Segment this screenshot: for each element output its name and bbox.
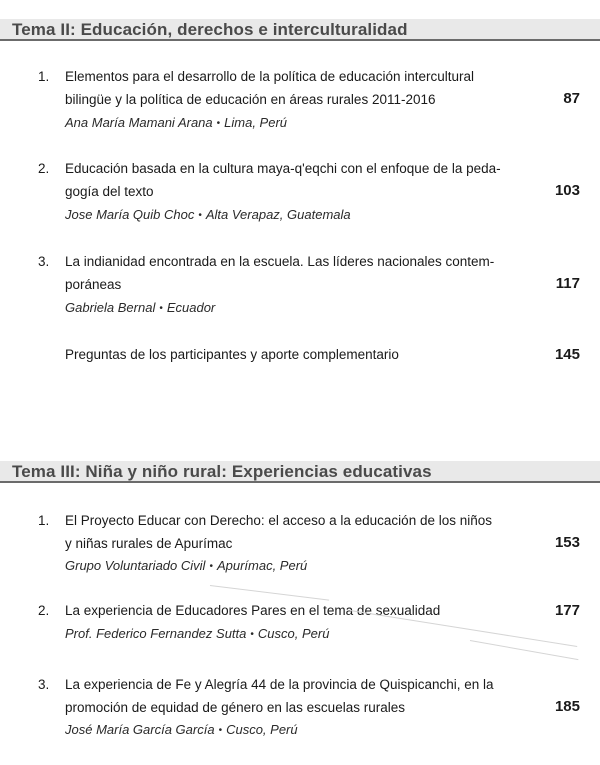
- bullet-separator: •: [198, 210, 202, 221]
- entry-place: Cusco, Perú: [226, 722, 298, 737]
- bullet-separator: •: [250, 629, 254, 640]
- scan-artifact: [210, 585, 329, 601]
- entry-number: 3.: [38, 677, 50, 692]
- entry-number: 1.: [38, 69, 50, 84]
- entry-page-number: 177: [554, 602, 580, 619]
- entry-author: Ana María Mamani Arana: [65, 115, 213, 130]
- entry-title-line: Elementos para el desarrollo de la política de educación intercultural: [65, 69, 474, 84]
- entry-title-line: promoción de equidad de género en las escuelas rurales: [65, 700, 405, 715]
- entry-author: José María García García: [65, 722, 215, 737]
- bullet-separator: •: [159, 303, 163, 314]
- entry-author-line: [65, 298, 215, 319]
- entry-page-number: 103: [554, 182, 580, 199]
- entry-author: Grupo Voluntariado Civil: [65, 558, 206, 573]
- entry-page-number: 145: [554, 346, 580, 363]
- entry-number: 1.: [38, 513, 50, 528]
- entry-author-line: [65, 720, 298, 741]
- entry-title-line: y niñas rurales de Apurímac: [65, 536, 233, 551]
- entry-title-line: poráneas: [65, 277, 122, 292]
- entry-title-line: gogía del texto: [65, 184, 154, 199]
- section-rule: [0, 39, 600, 41]
- section-title: Tema III: Niña y niño rural: Experiencias educativas: [12, 462, 432, 481]
- entry-page-number: 185: [554, 698, 580, 715]
- scan-artifact: [350, 610, 577, 647]
- section-header-tema-3: [0, 461, 600, 483]
- entry-title-line: bilingüe y la política de educación en áreas rurales 2011-2016: [65, 92, 436, 107]
- entry-place: Apurímac, Perú: [216, 558, 308, 573]
- entry-title-line: La experiencia de Educadores Pares en el tema de sexualidad: [65, 603, 441, 618]
- entry-author-line: [65, 556, 307, 577]
- entry-place: Alta Verapaz, Guatemala: [205, 207, 351, 222]
- entry-author: Prof. Federico Fernandez Sutta: [65, 626, 247, 641]
- bullet-separator: •: [209, 561, 213, 572]
- entry-title-line: El Proyecto Educar con Derecho: el acceso a la educación de los niños: [65, 513, 492, 528]
- bullet-separator: •: [216, 118, 221, 129]
- entry-place: Ecuador: [166, 300, 216, 315]
- entry-author: Gabriela Bernal: [65, 300, 156, 315]
- entry-page-number: 153: [554, 534, 580, 551]
- entry-author: Jose María Quib Choc: [65, 207, 195, 222]
- entry-number: 3.: [38, 254, 50, 269]
- entry-title-line: Preguntas de los participantes y aporte complementario: [65, 347, 399, 362]
- entry-page-number: 87: [563, 90, 580, 107]
- entry-title-line: La indianidad encontrada en la escuela. Las líderes nacionales contem-: [65, 254, 495, 269]
- section-title: Tema II: Educación, derechos e interculturalidad: [12, 20, 408, 39]
- bullet-separator: •: [218, 725, 223, 736]
- entry-page-number: 117: [555, 275, 580, 292]
- entry-place: Lima, Perú: [224, 115, 288, 130]
- entry-number: 2.: [38, 161, 50, 176]
- entry-author-line: [65, 624, 329, 645]
- section-rule: [0, 481, 600, 483]
- entry-author-line: [65, 113, 287, 134]
- entry-title-line: Educación basada en la cultura maya-q'eqchi con el enfoque de la peda-: [65, 161, 501, 176]
- entry-place: Cusco, Perú: [257, 626, 330, 641]
- entry-title-line: La experiencia de Fe y Alegría 44 de la provincia de Quispicanchi, en la: [65, 677, 494, 692]
- entry-number: 2.: [38, 603, 50, 618]
- section-header-tema-2: [0, 19, 600, 41]
- entry-author-line: [65, 205, 351, 226]
